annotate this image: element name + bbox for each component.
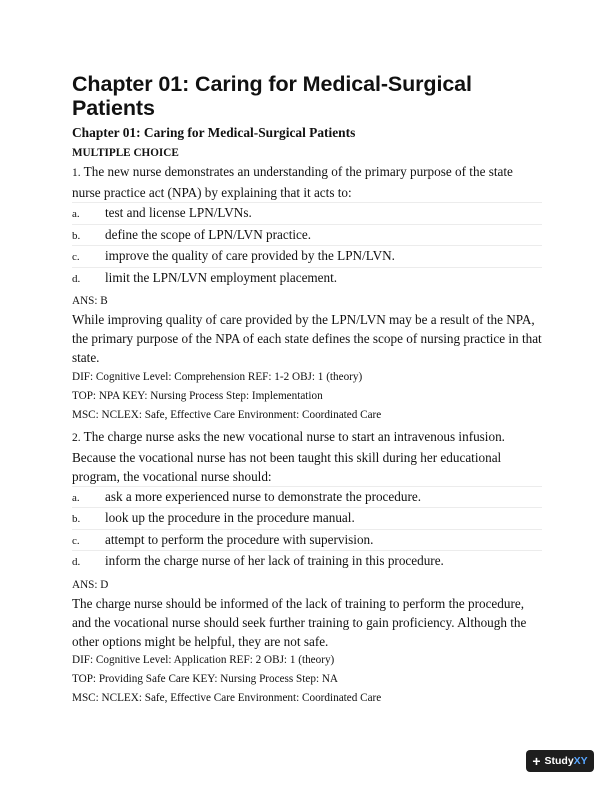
option-a: [72, 486, 542, 508]
question-text: The new nurse demonstrates an understanding of the primary purpose of the state nurse practice act (NPA) by explaining that it acts to:: [72, 164, 513, 200]
studyxy-badge[interactable]: [526, 750, 594, 772]
option-letter: c.: [72, 251, 80, 263]
option-letter: c.: [72, 534, 80, 547]
option-a: [72, 202, 542, 224]
meta-line: MSC: NCLEX: Safe, Effective Care Environment: Coordinated Care: [72, 692, 382, 705]
chapter-subtitle: Chapter 01: Caring for Medical-Surgical Patients: [72, 125, 356, 140]
option-text: inform the charge nurse of her lack of training in this procedure.: [105, 553, 444, 569]
brand-accent: XY: [573, 755, 588, 767]
meta-line: DIF: Cognitive Level: Application REF: 2 OBJ: 1 (theory): [72, 654, 335, 667]
document-page: [72, 72, 542, 708]
rationale-text: The charge nurse should be informed of the lack of training to perform the procedure, and the vocational nurse should seek further training to gain proficiency. Although the other options might be helpful, they are not safe.: [72, 595, 527, 650]
section-heading: MULTIPLE CHOICE: [72, 147, 179, 159]
answer-key: ANS: B: [72, 295, 108, 307]
option-b: [72, 224, 542, 246]
option-letter: a.: [72, 208, 80, 220]
question-stem: [72, 162, 542, 202]
answer-key: ANS: D: [72, 578, 109, 591]
brand-name: Study: [544, 755, 574, 767]
option-letter: b.: [72, 513, 81, 526]
option-letter: a.: [72, 491, 80, 504]
page-title: Chapter 01: Caring for Medical-Surgical Patients: [72, 72, 472, 120]
option-text: improve the quality of care provided by the LPN/LVN.: [105, 248, 395, 263]
rationale-text: While improving quality of care provided by the LPN/LVN may be a result of the NPA, the primary purpose of the NPA of each state defines the scope of nursing practice in that state.: [72, 312, 542, 366]
option-text: look up the procedure in the procedure manual.: [105, 510, 355, 526]
option-c: [72, 245, 542, 267]
option-letter: d.: [72, 272, 81, 285]
option-text: define the scope of LPN/LVN practice.: [105, 226, 312, 242]
question-number: 2.: [72, 431, 81, 444]
option-d: [72, 267, 542, 289]
option-list: [72, 486, 542, 572]
meta-line: DIF: Cognitive Level: Comprehension REF: 1-2 OBJ: 1 (theory): [72, 370, 363, 383]
option-c: [72, 529, 542, 551]
plus-icon: +: [532, 753, 541, 769]
option-text: limit the LPN/LVN employment placement.: [105, 269, 338, 285]
question-text: The charge nurse asks the new vocational nurse to start an intravenous infusion. Because the vocational nurse has not been taught this skill during her educational program, the vocational nurse should:: [72, 428, 505, 484]
option-text: attempt to perform the procedure with supervision.: [105, 531, 374, 547]
meta-line: TOP: Providing Safe Care KEY: Nursing Process Step: NA: [72, 673, 339, 686]
question-stem: [72, 427, 542, 486]
option-list: [72, 202, 542, 288]
option-letter: b.: [72, 229, 81, 242]
option-b: [72, 507, 542, 529]
question-number: 1.: [72, 167, 81, 179]
option-text: test and license LPN/LVNs.: [105, 205, 252, 220]
question-1: [72, 162, 542, 425]
meta-line: TOP: NPA KEY: Nursing Process Step: Implementation: [72, 389, 323, 402]
option-text: ask a more experienced nurse to demonstrate the procedure.: [105, 488, 421, 504]
option-letter: d.: [72, 556, 81, 569]
option-d: [72, 550, 542, 572]
question-2: [72, 427, 542, 709]
meta-line: MSC: NCLEX: Safe, Effective Care Environment: Coordinated Care: [72, 408, 382, 421]
